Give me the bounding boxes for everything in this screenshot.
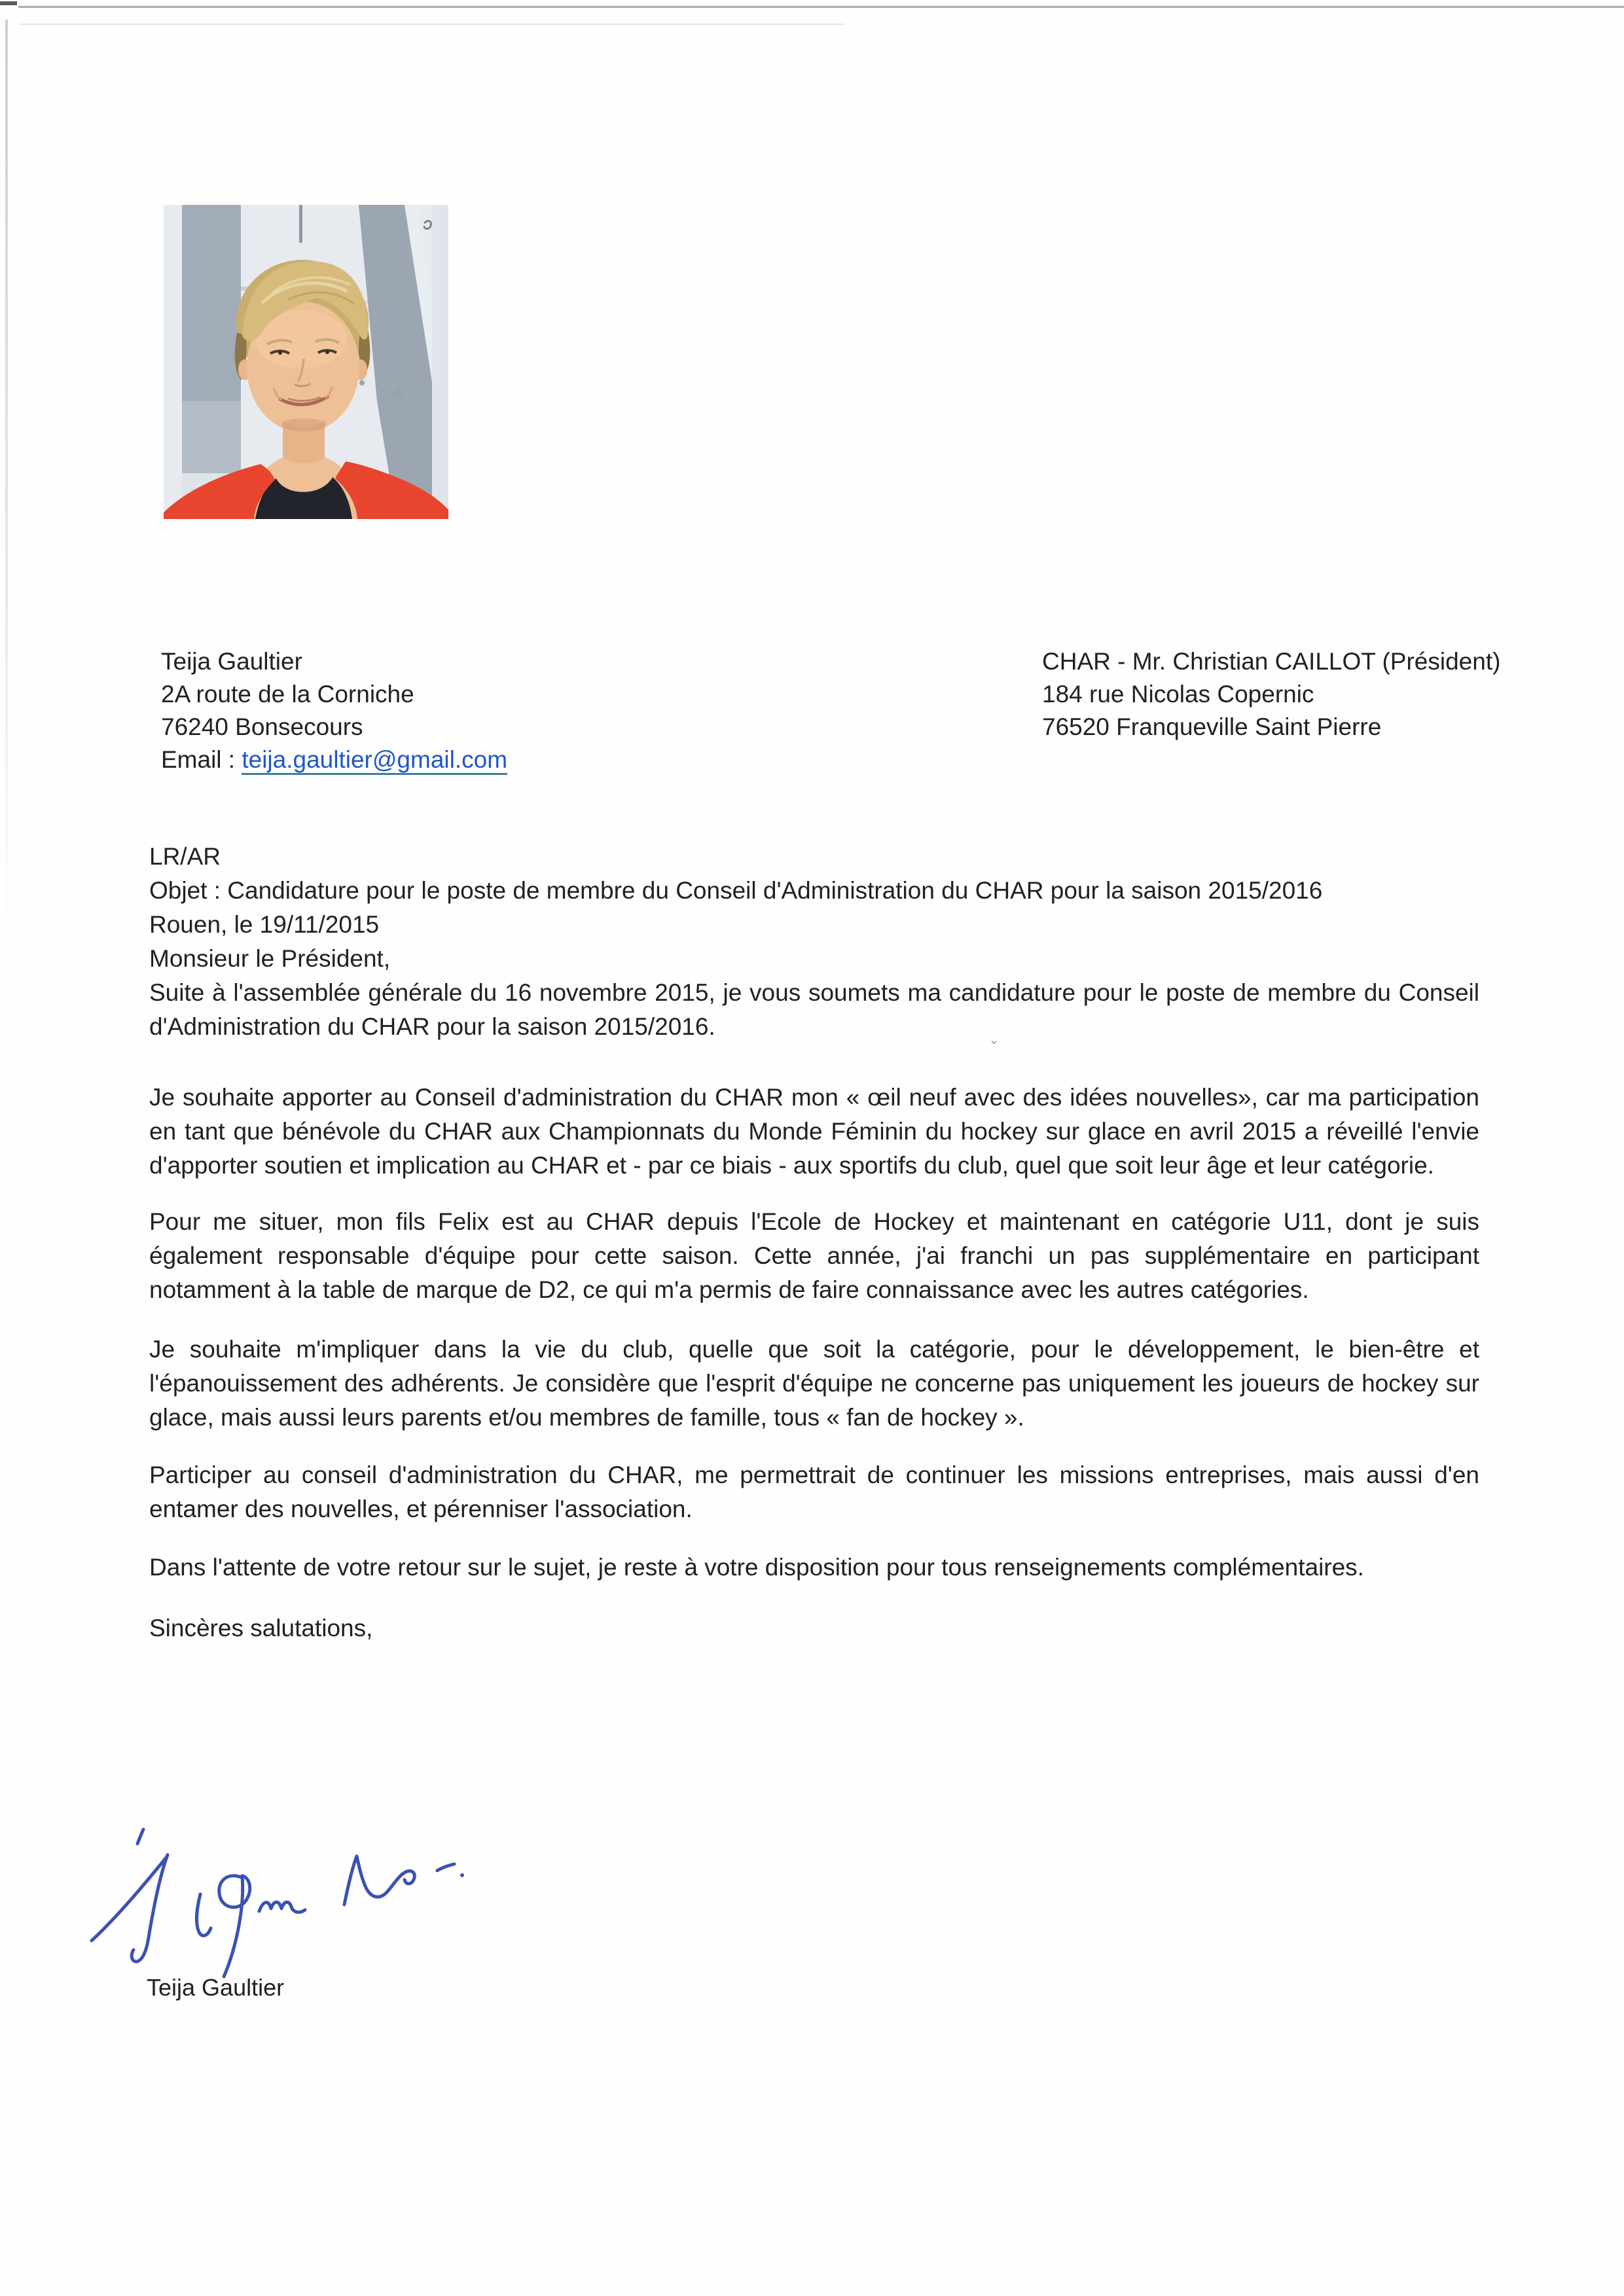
sender-city: 76240 Bonsecours: [161, 713, 363, 740]
scan-artifact-corner-mark: [0, 1, 17, 5]
email-link[interactable]: teija.gaultier@gmail.com: [242, 746, 507, 775]
scan-artifact-top-line-2: [20, 24, 844, 25]
sender-email-line: [161, 744, 507, 776]
email-label: Email :: [161, 746, 242, 773]
letter-body: [149, 840, 1479, 1645]
recipient-city: 76520 Franqueville Saint Pierre: [1042, 713, 1382, 740]
subject-line: Objet : Candidature pour le poste de membre du Conseil d'Administration du CHAR pour la saison 2015/2016: [149, 877, 1323, 904]
body-paragraph-6: Dans l'attente de votre retour sur le sujet, je reste à votre disposition pour tous renseignements complémentaires.: [149, 1554, 1364, 1581]
scan-artifact-caret-mark: ˇ: [990, 1039, 998, 1059]
sender-name: Teija Gaultier: [161, 648, 302, 675]
body-paragraph-4: Je souhaite m'impliquer dans la vie du club, quelle que soit la catégorie, pour le développement, le bien-être et l'épanouissement des adhérents. Je considère que l'esprit d'équipe ne concerne pas uniquement les joueurs de hockey sur glace, mais aussi leurs parents et/ou membres de famille, tous « fan de hockey ».: [149, 1336, 1479, 1431]
body-paragraph-1: Suite à l'assemblée générale du 16 novembre 2015, je vous soumets ma candidature pour le poste de membre du Conseil d'Administration du CHAR pour la saison 2015/2016.: [149, 979, 1479, 1040]
body-paragraph-2: Je souhaite apporter au Conseil d'administration du CHAR mon « œil neuf avec des idées nouvelles», car ma participation en tant que bénévole du CHAR aux Championnats du Monde Féminin du hockey sur glace en avril 2015 a réveillé l'envie d'apporter soutien et implication au CHAR et - par ce biais - aux sportifs du club, quel que soit leur âge et leur catégorie.: [149, 1084, 1479, 1179]
closing-line: Sincères salutations,: [149, 1615, 373, 1641]
sender-address-block: [161, 645, 507, 776]
applicant-photo: [164, 205, 448, 519]
date-line: Rouen, le 19/11/2015: [149, 911, 380, 938]
recipient-name: CHAR - Mr. Christian CAILLOT (Président): [1042, 648, 1501, 675]
salutation: Monsieur le Président,: [149, 945, 391, 972]
typed-signature-name: Teija Gaultier: [147, 1974, 285, 2001]
recipient-street: 184 rue Nicolas Copernic: [1042, 681, 1314, 708]
scan-artifact-top-line: [18, 6, 1624, 8]
body-paragraph-3: Pour me situer, mon fils Felix est au CHAR depuis l'Ecole de Hockey et maintenant en catégorie U11, dont je suis également responsable d'équipe pour cette saison. Cette année, j'ai franchi un pas supplémentaire en participant notamment à la table de marque de D2, ce qui m'a permis de faire connaissance avec les autres catégories.: [149, 1208, 1479, 1303]
sender-street: 2A route de la Corniche: [161, 681, 414, 708]
body-paragraph-5: Participer au conseil d'administration du CHAR, me permettrait de continuer les missions entreprises, mais aussi d'en entamer des nouvelles, et pérenniser l'association.: [149, 1462, 1479, 1522]
scan-artifact-left-line: [5, 20, 8, 936]
recipient-address-block: [1042, 645, 1500, 744]
portrait-illustration: [164, 205, 448, 519]
reference-line: LR/AR: [149, 843, 221, 870]
